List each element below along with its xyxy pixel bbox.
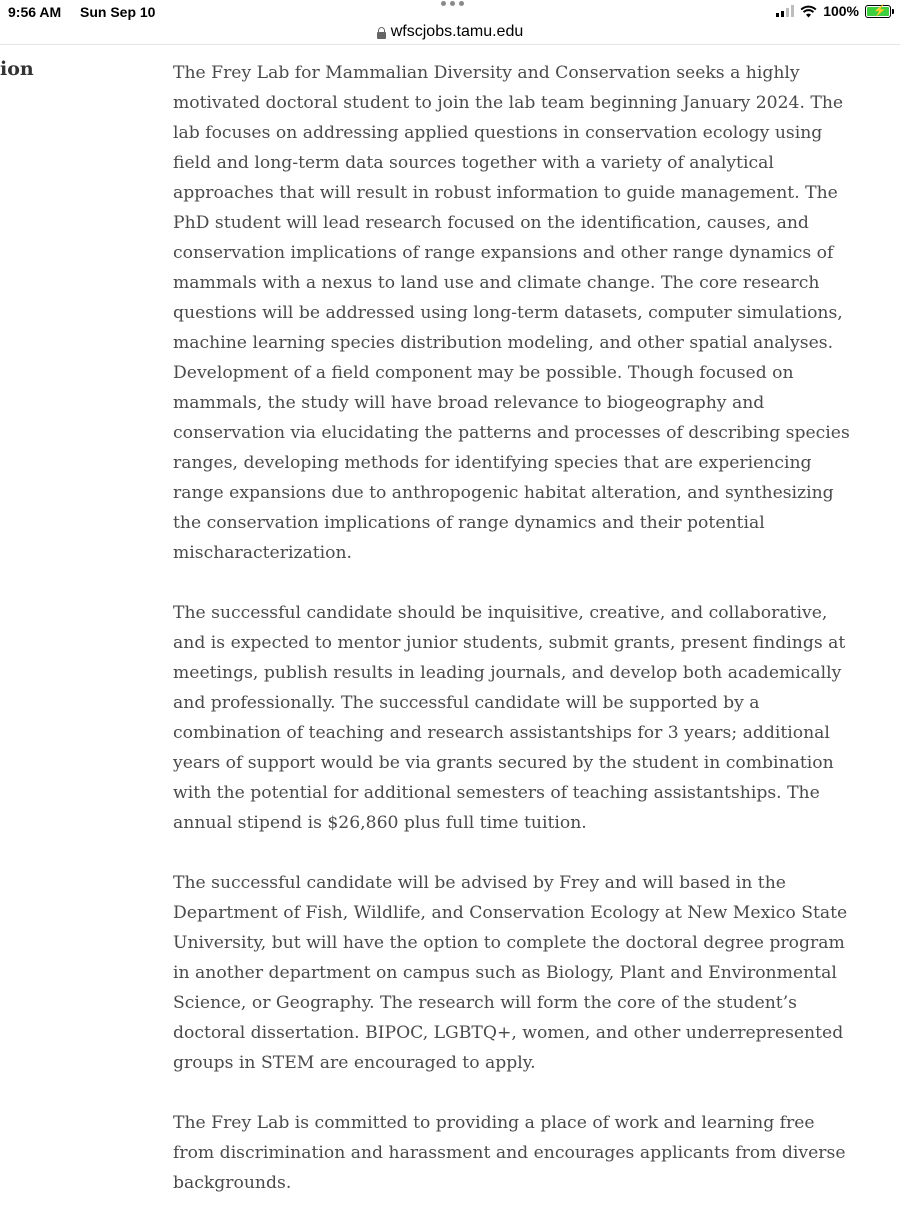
status-bar <box>0 0 900 24</box>
paragraph-advising: The successful candidate will be advised by Frey and will based in the Department of Fish, Wildlife, and Conservation Ecology at New Mexico State University, but will have the option to complete the doctoral degree program in another department on campus such as Biology, Plant and Environmental Science, or Geography. The research will form the core of the student’s doctoral dissertation. BIPOC, LGBTQ+, women, and other underrepresented groups in STEM are encouraged to apply. <box>173 873 848 1073</box>
paragraph-lab-overview: The Frey Lab for Mammalian Diversity and Conservation seeks a highly motivated doctoral student to join the lab team beginning January 2024. The lab focuses on addressing applied questions in conservation ecology using field and long-term data sources together with a variety of analytical approaches that will result in robust information to guide management. The PhD student will lead research focused on the identification, causes, and conservation implications of range expansions and other range dynamics of mammals with a nexus to land use and climate change. The core research questions will be addressed using long-term datasets, computer simulations, machine learning species distribution modeling, and other spatial analyses. Development of a field component may be possible. Though focused on mammals, the study will have broad relevance to biogeography and conservation via elucidating the patterns and processes of describing species ranges, developing methods for identifying species that are experiencing range expansions due to anthropogenic habitat alteration, and synthesizing the conservation implications of range dynamics and their potential mischaracterization. <box>173 63 850 563</box>
paragraph-commitment: The Frey Lab is committed to providing a place of work and learning free from discrimination and harassment and encourages applicants from diverse backgrounds. <box>173 1113 846 1193</box>
status-date: Sun Sep 10 <box>80 4 156 20</box>
section-heading-cutoff: ion <box>0 58 34 80</box>
lock-icon <box>377 27 386 39</box>
toolbar-divider <box>0 44 900 45</box>
wifi-icon <box>800 5 817 18</box>
status-indicators <box>776 3 894 19</box>
cellular-signal-icon <box>776 5 794 17</box>
battery-charging-icon: ⚡ <box>865 5 891 18</box>
job-description <box>173 58 853 1228</box>
multitasking-dots-icon[interactable] <box>441 1 464 6</box>
paragraph-candidate-support: The successful candidate should be inquisitive, creative, and collaborative, and is expected to mentor junior students, submit grants, present findings at meetings, publish results in leading journals, and develop both academically and professionally. The successful candidate will be supported by a combination of teaching and research assistantships for 3 years; additional years of support would be via grants secured by the student in combination with the potential for additional semesters of teaching assistantships. The annual stipend is $26,860 plus full time tuition. <box>173 603 846 833</box>
url-text[interactable]: wfscjobs.tamu.edu <box>390 23 524 40</box>
battery-percentage: 100% <box>823 3 859 19</box>
status-time: 9:56 AM <box>8 4 62 20</box>
address-bar[interactable] <box>0 22 900 42</box>
